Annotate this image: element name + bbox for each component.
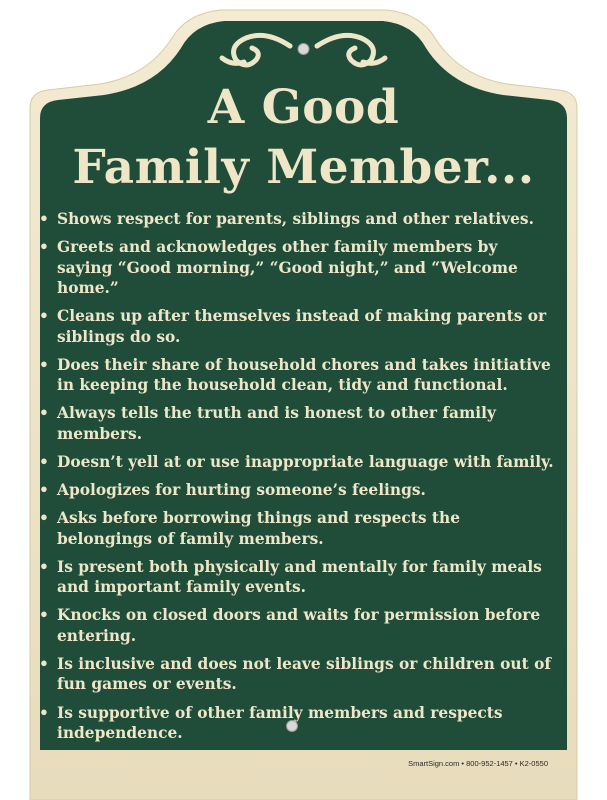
title-line-1: A Good	[207, 80, 400, 135]
bullet-icon: •	[39, 606, 49, 625]
list-item	[37, 355, 557, 396]
bullet-icon: •	[39, 355, 49, 374]
bullet-icon: •	[39, 509, 49, 528]
bullet-icon: •	[39, 557, 49, 576]
bullet-icon: •	[39, 452, 49, 471]
bullet-icon: •	[39, 481, 49, 500]
list-item-text: Asks before borrowing things and respects the belongings of family members.	[57, 509, 461, 548]
bullet-icon: •	[39, 307, 49, 326]
bullet-icon: •	[39, 654, 49, 673]
list-item-text: Always tells the truth and is honest to other family members.	[57, 404, 496, 443]
list-item-text: Does their share of household chores and takes initiative in keeping the household clean, tidy and functional.	[57, 355, 551, 395]
bullet-icon: •	[39, 238, 49, 257]
rules-list	[37, 209, 557, 751]
list-item	[37, 703, 557, 744]
title-line-2: Family Member...	[72, 140, 535, 195]
list-item-text: Shows respect for parents, siblings and other relatives.	[57, 210, 534, 228]
list-item	[37, 237, 557, 299]
list-item	[37, 480, 557, 501]
list-item	[37, 209, 557, 230]
list-item	[37, 654, 557, 695]
list-item-text: Greets and acknowledges other family members by saying “Good morning,” “Good night,” and “Welcome home.”	[57, 238, 518, 298]
list-item-text: Cleans up after themselves instead of making parents or siblings do so.	[57, 307, 547, 346]
list-item-text: Doesn’t yell at or use inappropriate language with family.	[57, 452, 554, 471]
list-item	[37, 306, 557, 347]
list-item	[37, 605, 557, 646]
list-item-text: Apologizes for hurting someone’s feelings.	[57, 481, 426, 500]
bullet-icon: •	[39, 703, 49, 722]
list-item	[37, 452, 557, 473]
list-item	[37, 508, 557, 549]
bullet-icon: •	[39, 404, 49, 423]
list-item-text: Knocks on closed doors and waits for permission before entering.	[57, 606, 541, 645]
list-item	[37, 557, 557, 598]
list-item-text: Is inclusive and does not leave siblings or children out of fun games or events.	[57, 654, 551, 694]
list-item	[37, 403, 557, 444]
list-item-text: Is supportive of other family members and respects independence.	[57, 703, 503, 743]
list-item-text: Is present both physically and mentally for family meals and important family events.	[57, 557, 542, 597]
footer-credit: SmartSign.com • 800-952-1457 • K2-0550	[408, 759, 548, 768]
top-mounting-hole-icon	[298, 44, 309, 55]
bullet-icon: •	[39, 210, 49, 228]
